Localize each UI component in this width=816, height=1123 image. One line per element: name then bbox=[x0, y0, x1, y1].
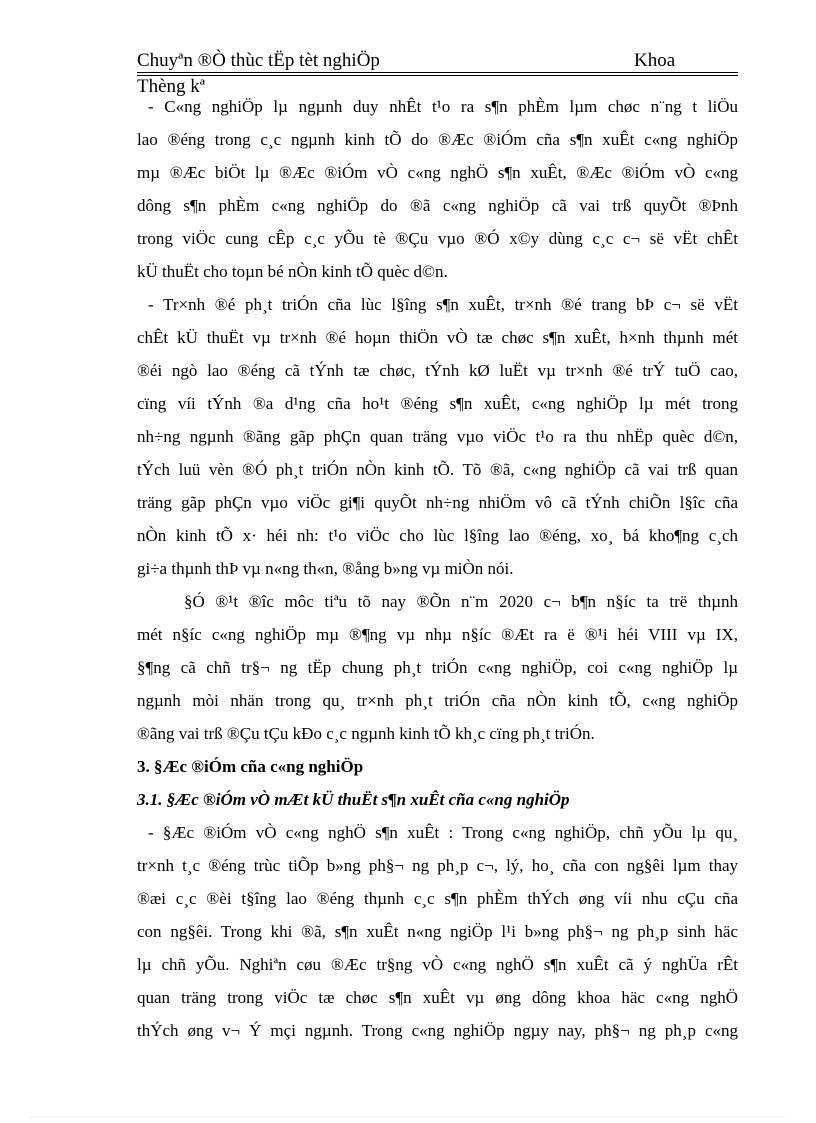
header-topic: Chuyªn ®Ò thùc tËp tèt nghiÖp bbox=[137, 50, 380, 71]
body-line: - Tr×nh ®é ph¸t triÓn cña lùc l§îng s¶n xuÊt, tr×nh ®é trang bÞ c¬ së vËt bbox=[148, 295, 738, 314]
body-line: mµ ®Æc biÖt lµ ®Æc ®iÓm vÒ c«ng nghÖ s¶n xuÊt, ®Æc ®iÓm vÒ c«ng bbox=[137, 163, 738, 182]
body-line: thÝch øng v¬ Ý mçi ngµnh. Trong c«ng nghiÖp ngµy nay, ph§¬ ng ph¸p c«ng bbox=[137, 1021, 738, 1040]
body-line: - §Æc ®iÓm vÒ c«ng nghÖ s¶n xuÊt : Trong c«ng nghiÖp, chñ yÕu lµ qu¸ bbox=[148, 823, 738, 842]
body-line: chÊt kÜ thuËt vµ tr×nh ®é hoµn thiÖn vÒ tæ chøc s¶n xuÊt, h×nh thµnh mét bbox=[137, 328, 738, 347]
body-line: mét n§íc c«ng nghiÖp mµ ®¶ng vµ nhµ n§íc ®Æt ra ë ®¹i héi VIII vµ IX, bbox=[137, 625, 738, 644]
body-line: lao ®éng trong c¸c ngµnh kinh tÕ do ®Æc ®iÓm cña s¶n xuÊt c«ng nghiÖp bbox=[137, 130, 738, 149]
subsection-heading: 3.1. §Æc ®iÓm vÒ mÆt kÜ thuËt s¶n xuÊt cña c«ng nghiÖp bbox=[137, 790, 570, 809]
body-line: träng gãp phÇn vµo viÖc gi¶i quyÕt nh÷ng nhiÖm vô cã tÝnh chiÕn l§îc cña bbox=[137, 493, 738, 512]
body-line: quan träng trong viÖc tæ chøc s¶n xuÊt vµ øng dông khoa häc c«ng nghÖ bbox=[137, 988, 738, 1007]
section-heading: 3. §Æc ®iÓm cña c«ng nghiÖp bbox=[137, 757, 364, 776]
body-line: kÜ thuËt cho toµn bé nÒn kinh tÕ quèc d©n. bbox=[137, 262, 448, 281]
page-bottom-border bbox=[30, 1117, 786, 1118]
body-line: §¶ng cã chñ tr§¬ ng tËp chung ph¸t triÓn c«ng nghiÖp, coi c«ng nghiÖp lµ bbox=[137, 658, 738, 677]
body-line: tÝch luü vèn ®Ó ph¸t triÓn nÒn kinh tÕ. Tõ ®ã, c«ng nghiÖp cã vai trß quan bbox=[137, 460, 738, 479]
header-subtitle: Thèng kª bbox=[137, 76, 206, 97]
body-line: nh÷ng ngµnh ®ãng gãp phÇn quan träng vµo viÖc t¹o ra thu nhËp quèc d©n, bbox=[137, 427, 738, 446]
body-line: tr×nh t¸c ®éng trùc tiÕp b»ng ph§¬ ng ph¸p c¬, lý, ho¸ cña con ng§êi lµm thay bbox=[137, 856, 738, 875]
body-line: con ng§êi. Trong khi ®ã, s¶n xuÊt n«ng ngiÖp l¹i b»ng ph§¬ ng ph¸p sinh häc bbox=[137, 922, 738, 941]
body-line: - C«ng nghiÖp lµ ngµnh duy nhÊt t¹o ra s¶n phÈm lµm chøc n¨ng t liÖu bbox=[148, 97, 738, 116]
body-line: cïng víi tÝnh ®a d¹ng cña ho¹t ®éng s¶n xuÊt, c«ng nghiÖp lµ mét trong bbox=[137, 394, 738, 413]
body-line: trong viÖc cung cÊp c¸c yÕu tè ®Çu vµo ®Ó x©y dùng c¸c c¬ së vËt chÊt bbox=[137, 229, 738, 248]
body-line: nÒn kinh tÕ x· héi nh: t¹o viÖc cho lùc l§îng lao ®éng, xo¸ bá kho¶ng c¸ch bbox=[137, 526, 738, 545]
body-line: lµ chñ yÕu. Nghiªn cøu ®Æc tr§ng vÒ c«ng nghÖ s¶n xuÊt cã ý nghÜa rÊt bbox=[137, 955, 738, 974]
header-rule-top bbox=[137, 72, 738, 73]
body-line: ngµnh mòi nhän trong qu¸ tr×nh ph¸t triÓn cña nÒn kinh tÕ, c«ng nghiÖp bbox=[137, 691, 738, 710]
body-line: gi÷a thµnh thÞ vµ n«ng th«n, ®ång b»ng vµ miÒn nói. bbox=[137, 559, 514, 578]
header-faculty: Khoa bbox=[634, 50, 676, 71]
body-line: ®æi c¸c ®èi t§îng lao ®éng thµnh c¸c s¶n phÈm thÝch øng víi nhu cÇu cña bbox=[137, 889, 738, 908]
body-line: ®ãng vai trß ®Çu tÇu kÐo c¸c ngµnh kinh tÕ kh¸c cïng ph¸t triÓn. bbox=[137, 724, 595, 743]
header-rule-bottom bbox=[137, 75, 738, 76]
page-header bbox=[137, 50, 738, 74]
body-line: §Ó ®¹t ®îc môc tiªu tõ nay ®Õn n¨m 2020 c¬ b¶n n§íc ta trë thµnh bbox=[184, 592, 738, 611]
body-line: dông s¶n phÈm c«ng nghiÖp do ®ã c«ng nghiÖp cã vai trß quyÕt ®Þnh bbox=[137, 196, 738, 215]
body-line: ®éi ngò lao ®éng cã tÝnh tæ chøc, tÝnh kØ luËt vµ tr×nh ®é trÝ tuÖ cao, bbox=[137, 361, 738, 380]
